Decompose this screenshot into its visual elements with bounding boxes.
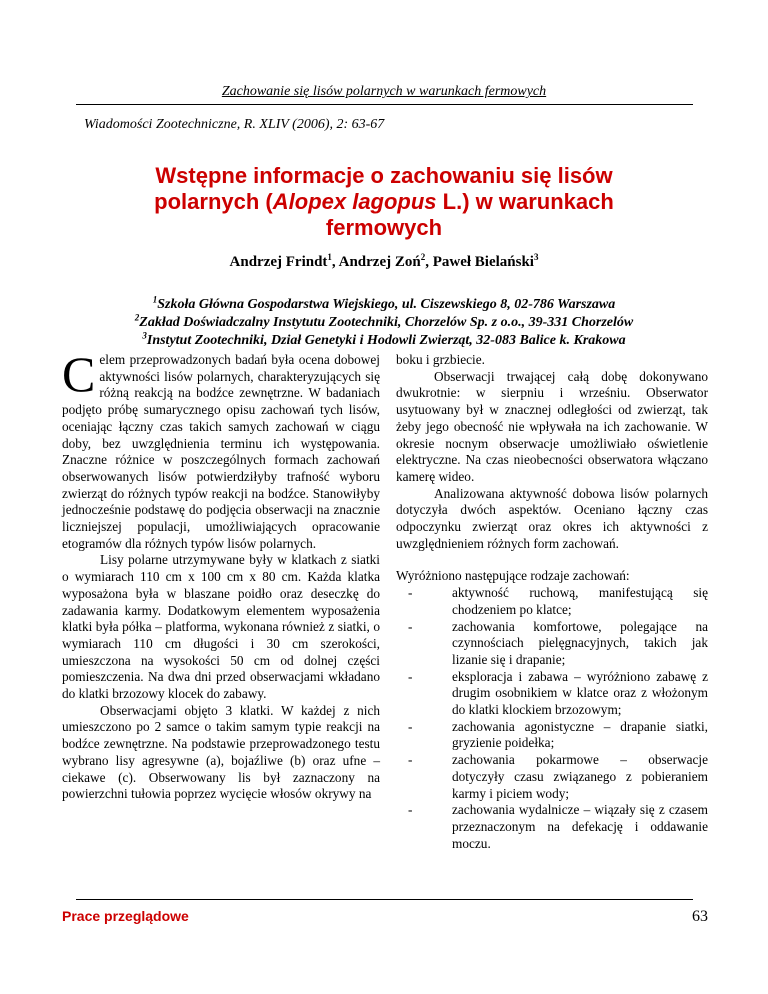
header-rule: [76, 104, 693, 105]
affiliation: $^3$Instytut Zootechniki, Dział Genetyki i Hodowli Zwierząt, 32-083 Balice k. Krakowa: [142, 330, 626, 348]
list-intro: Wyróżniono następujące rodzaje zachowań:: [396, 568, 630, 584]
affiliations: [60, 296, 708, 350]
list-item: - zachowania pokarmowe – obserwacje dotyczyły czasu związanego z pobieraniem karmy i piciem wody;: [408, 752, 708, 801]
paragraph: Analizowana aktywność dobowa lisów polarnych dotyczyła dwóch aspektów. Oceniano łączny czas odpoczynku zwierząt oraz okres ich aktywności z uwzględnieniem różnych form zachowań.: [396, 485, 708, 551]
paragraph: Lisy polarne utrzymywane były w klatkach z siatki o wymiarach 110 cm x 100 cm x 80 cm. Każda klatka wyposażona była w blaszane poidło oraz deseczkę do zadawania karmy. Dodatkowym elementem wyposażenia klatki była półka – platforma, wykonana również z siatki, o wymiarach 110 cm długości i 30 cm szerokości, umieszczona na wysokości 50 cm od dolnej części pomieszczenia. Na dwa dni przed obserwacjami wkładano do klatki brzozowy klocek do zabawy.: [62, 552, 380, 702]
page-number: 63: [692, 908, 708, 925]
list-item: - zachowania komfortowe, polegające na czynnościach pielęgnacyjnych, takich jak lizanie się i drapanie;: [408, 618, 708, 667]
drop-cap: C: [62, 346, 96, 402]
running-head: Zachowanie się lisów polarnych w warunkach fermowych: [221, 84, 547, 99]
article-title: Wstępne informacje o zachowaniu się lisów polarnych (Alopex lagopus L.) w warunkach fermowych: [154, 163, 614, 240]
paragraph: boku i grzbiecie.: [396, 352, 485, 367]
left-column: [62, 346, 380, 803]
author-list: Andrzej Frindt$^1$, Andrzej Zoń$^2$, Paweł Bielański$^3$: [229, 252, 539, 270]
list-item: - eksploracja i zabawa – wyróżniono zabawę z drugim osobnikiem w klatce oraz z włożonym do klatki klockiem brzozowym;: [408, 668, 708, 718]
author: Paweł Bielański: [432, 254, 534, 270]
paragraph: Obserwacji trwającej całą dobę dokonywano dwukrotnie: w sierpniu i wrześniu. Obserwator usytuowany był w znacznej odległości od zwierząt, tak żeby jego obecność nie wpływała na ich zachowanie. W okresie nocnym obserwacje umożliwiało oświetlenie elektryczne. Na czas nieobecności obserwatora włączano kamerę wideo.: [396, 368, 708, 484]
author: Andrzej Zoń: [338, 254, 421, 270]
affiliation: $^2$Zakład Doświadczalny Instytutu Zootechniki, Chorzelów Sp. z o.o., 39-331 Chorzelów: [134, 312, 634, 330]
list-item: - zachowania wydalnicze – wiązały się z czasem przeznaczonym na defekację i oddawanie moczu.: [408, 802, 708, 851]
list-item: - zachowania agonistyczne – drapanie siatki, gryzienie poidełka;: [408, 718, 708, 751]
section-label: Prace przeglądowe: [62, 908, 189, 924]
paragraph: Obserwacjami objęto 3 klatki. W każdej z nich umieszczono po 2 samce o takim samym typie reakcji na bodźce zewnętrzne. Na podstawie przeprowadzonego testu wybrano lisy agresywne (a), bojaźliwe (b) oraz ufne – ciekawe (c). Obserwowany lis był zaznaczony na powierzchni tułowia poprzez wycięcie włosów okrywy na: [62, 702, 380, 802]
behaviour-list: [396, 585, 708, 852]
list-item: - aktywność ruchową, manifestującą się chodzeniem po klatce;: [408, 585, 708, 617]
footer-rule: [76, 899, 693, 900]
right-column: [396, 352, 708, 852]
intro-paragraph: Celem przeprowadzonych badań była ocena dobowej aktywności lisów polarnych, charakteryzujących się różną reakcją na bodźce zewnętrzne. W badaniach podjęto próbę sumarycznego opisu zachowań tych lisów, oceniając łączny czas takich samych zachowań w ciągu doby, bez uwzględnienia terminu ich występowania. Znaczne różnice w poszczególnych formach zachowań obserwowanych lisów potwierdziłyby trafność wyboru zwierząt do różnych typów reakcji na bodźce. Stanowiłyby jednocześnie podstawę do podjęcia obserwacji na znacznie liczniejszej populacji, umożliwiających opracowanie etogramów dla różnych typów lisów polarnych.: [62, 346, 380, 551]
affiliation: $^1$Szkoła Główna Gospodarstwa Wiejskiego, ul. Ciszewskiego 8, 02-786 Warszawa: [152, 294, 616, 312]
author: Andrzej Frindt: [229, 254, 328, 270]
journal-reference: Wiadomości Zootechniczne, R. XLIV (2006), 2: 63-67: [84, 117, 385, 132]
